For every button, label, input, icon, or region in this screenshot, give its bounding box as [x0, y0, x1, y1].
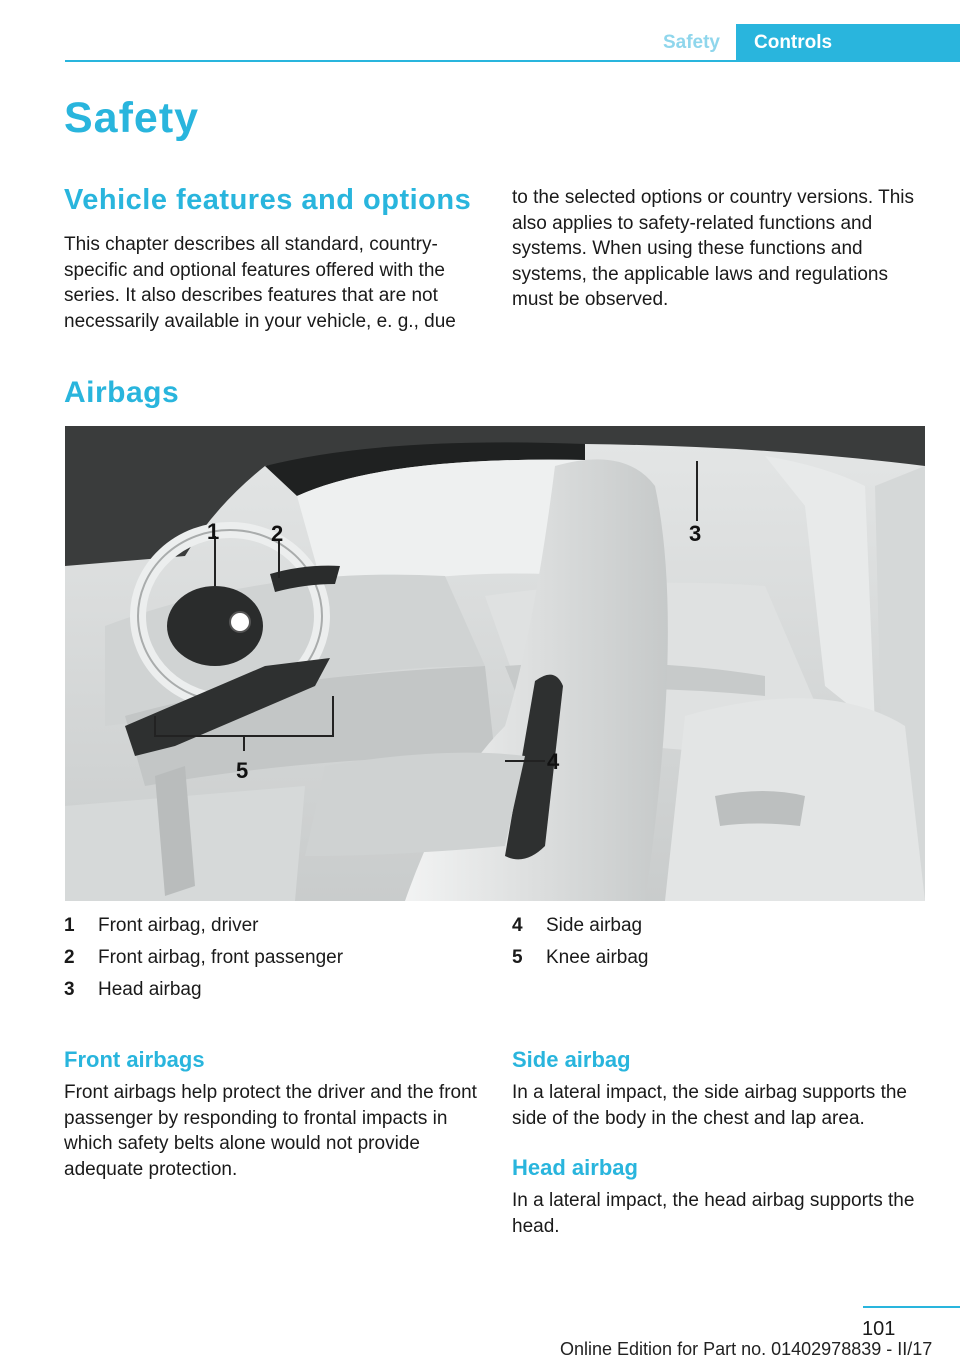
side-airbag-heading: Side airbag	[512, 1047, 631, 1072]
legend-text: Side airbag	[546, 915, 643, 936]
airbag-legend-right	[512, 910, 932, 974]
head-airbag-text: In a lateral impact, the head airbag supports the head.	[512, 1190, 915, 1237]
airbag-legend-left	[64, 910, 484, 1006]
airbags-heading: Airbags	[64, 376, 180, 409]
callout-2: 2	[271, 521, 284, 546]
callout-1: 1	[207, 519, 220, 544]
side-airbag-text: In a lateral impact, the side airbag supports the side of the body in the chest and lap area.	[512, 1082, 908, 1129]
header-tab-safety[interactable]: Safety	[662, 32, 720, 53]
footer-rule	[863, 1306, 960, 1308]
airbag-locations-figure	[65, 426, 925, 901]
footer-edition: Online Edition for Part no. 01402978839 - II/17	[560, 1339, 933, 1359]
legend-item	[64, 974, 484, 1006]
legend-num: 4	[512, 915, 523, 936]
legend-item	[64, 942, 484, 974]
legend-text: Knee airbag	[546, 947, 649, 968]
legend-num: 5	[512, 947, 523, 968]
page-number: 101	[862, 1318, 896, 1340]
legend-num: 1	[64, 915, 75, 936]
front-airbags-text: Front airbags help protect the driver and the front passenger by responding to frontal impacts in which safety belts alone would not provide adequate protection.	[64, 1082, 477, 1180]
page-title: Safety	[64, 94, 200, 142]
header-tab-controls[interactable]: Controls	[736, 24, 960, 62]
legend-item	[512, 942, 932, 974]
front-airbags-heading: Front airbags	[64, 1047, 205, 1072]
legend-text: Head airbag	[98, 979, 202, 1000]
legend-text: Front airbag, front passenger	[98, 947, 344, 968]
header-rule	[65, 60, 960, 62]
legend-num: 3	[64, 979, 75, 1000]
legend-item	[512, 910, 932, 942]
legend-item	[64, 910, 484, 942]
vehicle-features-heading: Vehicle features and options	[64, 184, 472, 216]
callout-4: 4	[547, 749, 560, 774]
legend-text: Front airbag, driver	[98, 915, 259, 936]
vehicle-features-text-right: to the selected options or country versions. This also applies to safety-related functions and systems. When using these functions and systems, the applicable laws and regulations must be observed.	[512, 187, 915, 310]
callout-3: 3	[689, 521, 702, 546]
callout-5: 5	[236, 758, 249, 783]
head-airbag-heading: Head airbag	[512, 1155, 638, 1180]
legend-num: 2	[64, 947, 75, 968]
car-interior-illustration	[65, 426, 925, 901]
vehicle-features-text-left: This chapter describes all standard, country-specific and optional features offered with the series. It also describes features that are not necessarily available in your vehicle, e. g., due	[64, 234, 456, 332]
